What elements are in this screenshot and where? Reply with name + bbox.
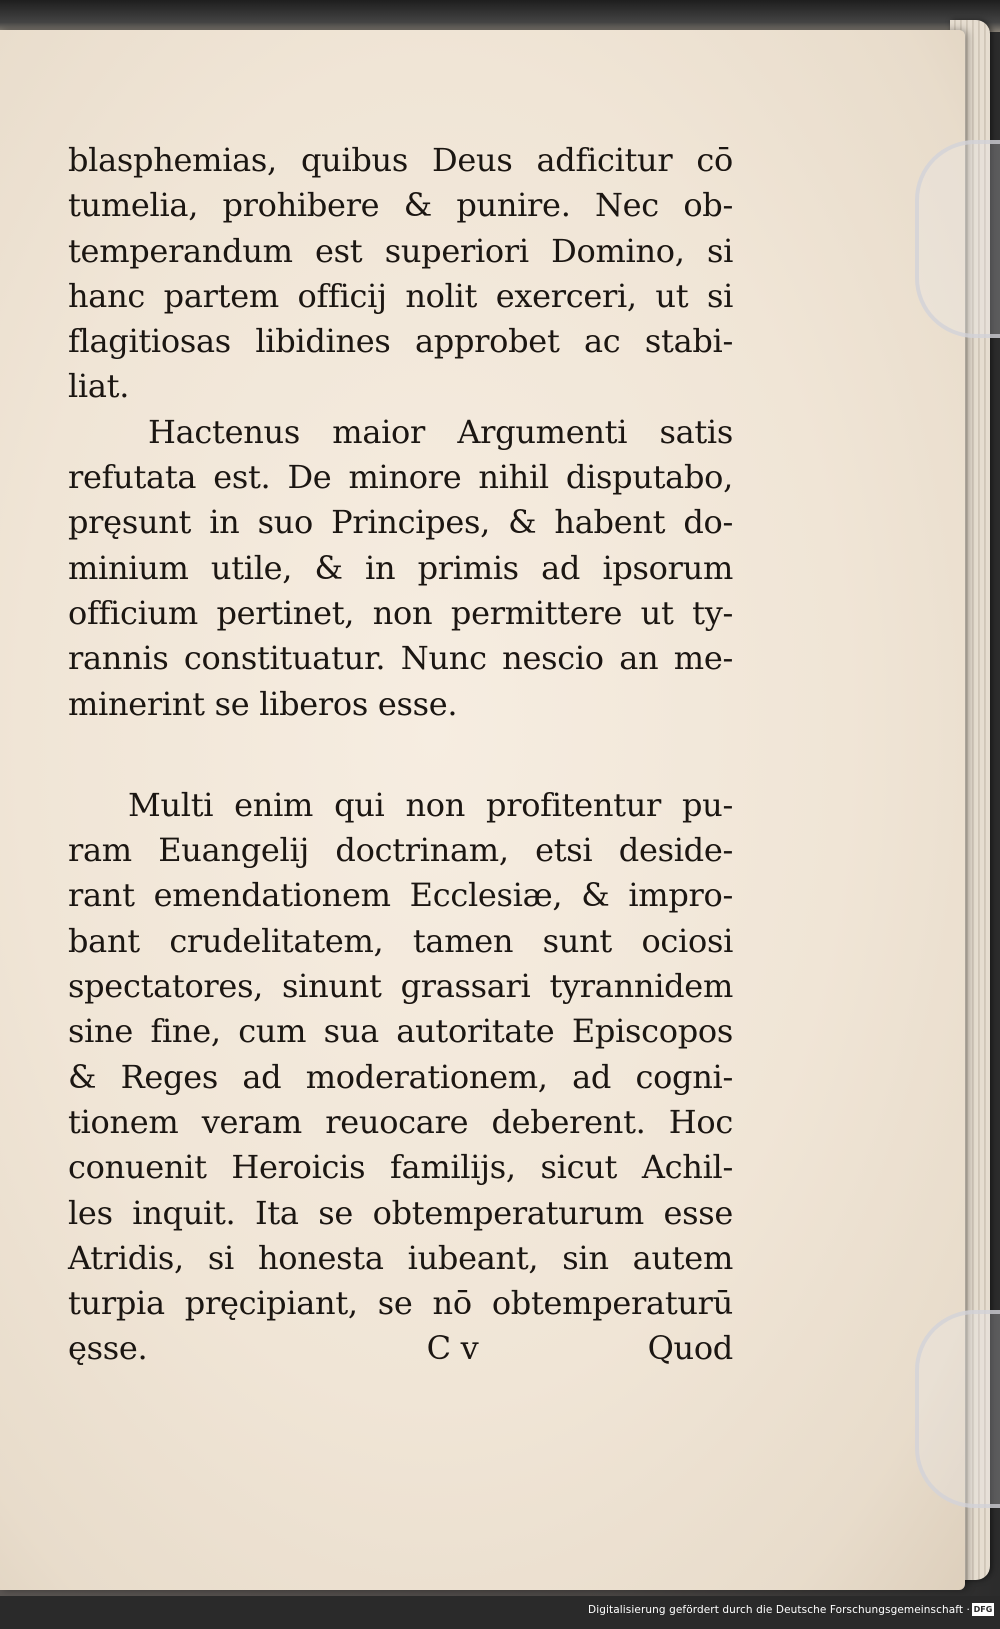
text-line: hanc partem officij nolit exerceri, ut si [68,276,733,315]
text-line: flagitiosas libidines approbet ac stabi- [68,322,733,361]
last-line [68,1326,733,1371]
text-line: minerint se liberos esse. [68,684,458,723]
text-line: Atridis, si honesta iubeant, sin autem [68,1238,733,1277]
text-line: bant crudelitatem, tamen sunt ociosi [68,921,733,960]
paragraph-start-line: Multi enim qui non profitentur pu- [128,785,733,824]
text-line: sine fine, cum sua autoritate Episcopos [68,1012,733,1051]
text-line: tumelia, prohibere & punire. Nec ob- [68,186,733,225]
signature-mark: C v [426,1329,479,1368]
page-text [68,138,733,1371]
scanner-top-edge [0,0,1000,32]
text-line: rannis constituatur. Nunc nescio an me- [68,639,733,678]
last-line-word: ęsse. [68,1329,148,1368]
catchword: Quod [647,1329,733,1368]
text-line: refutata est. De minore nihil disputabo, [68,458,733,497]
text-line: rant emendationem Ecclesiæ, & impro- [68,876,733,915]
dfg-logo: DFG [973,1605,993,1614]
text-line: turpia pręcipiant, se nō obtemperaturū [68,1284,733,1323]
paragraph-start-line: Hactenus maior Argumenti satis [148,412,733,451]
text-line: officium pertinet, non permittere ut ty- [68,593,733,632]
text-line: minium utile, & in primis ad ipsorum [68,548,733,587]
digitization-footer [0,1596,1000,1629]
text-line: conuenit Heroicis familijs, sicut Achil- [68,1148,733,1187]
text-line: ram Euangelij doctrinam, etsi deside- [68,831,733,870]
text-line: blasphemias, quibus Deus adficitur cō [68,141,733,179]
text-line: & Reges ad moderationem, ad cogni- [68,1057,733,1096]
text-line: temperandum est superiori Domino, si [68,231,733,270]
page-clip-bottom [915,1310,1000,1508]
text-line: pręsunt in suo Principes, & habent do- [68,503,733,542]
text-line: tionem veram reuocare deberent. Hoc [68,1102,733,1141]
paragraph-gap [68,727,733,783]
page-clip-top [915,140,1000,338]
text-line: spectatores, sinunt grassari tyrannidem [68,967,733,1006]
digitization-credit: Digitalisierung gefördert durch die Deutsche Forschungsgemeinschaft · [588,1604,970,1616]
text-line: liat. [68,367,130,406]
text-line: les inquit. Ita se obtemperaturum esse [68,1193,733,1232]
